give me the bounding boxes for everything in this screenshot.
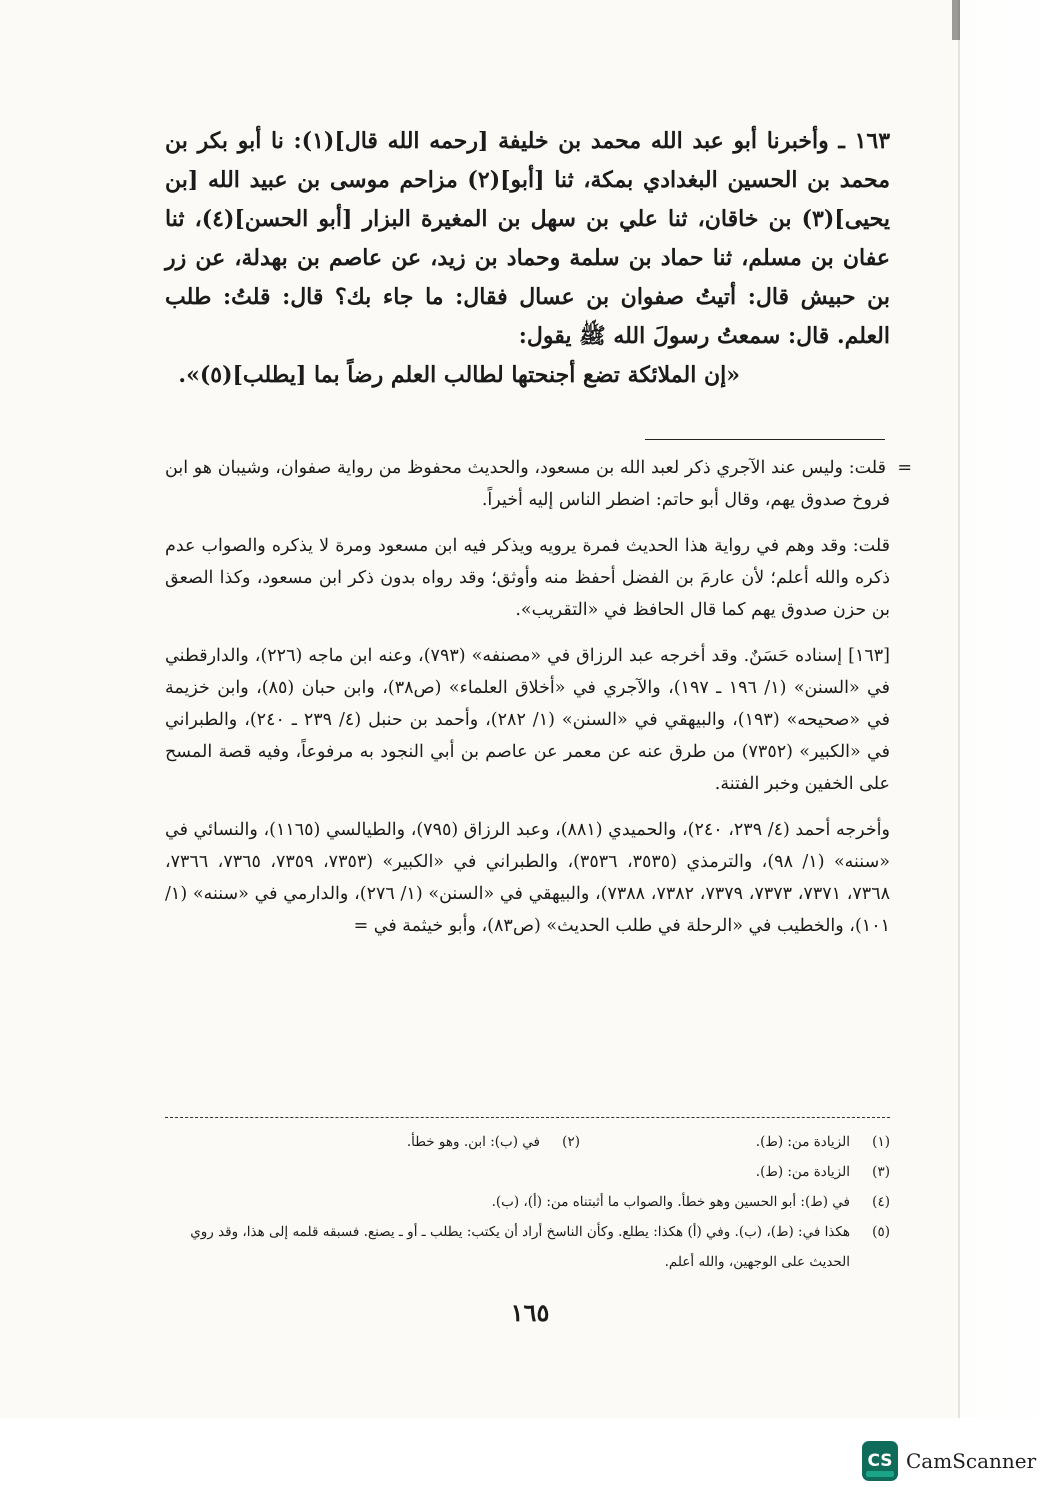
notes-block [165,452,912,956]
hadith-quote: «إن الملائكة تضع أجنحتها لطالب العلم رضاً بما [يطلب](٥)». [178,362,740,388]
footnote-row [165,1217,890,1277]
footnote-text: في (ط): أبو الحسين وهو خطأ. والصواب ما أثبتناه من: (أ)، (ب). [491,1194,850,1210]
text-divider [645,439,885,440]
camscanner-name: CamScanner [906,1449,1037,1473]
camscanner-logo-icon: CS [862,1441,898,1481]
footnote-row [165,1127,890,1157]
footnotes [165,1127,890,1277]
footnote-number: (٤) [872,1194,890,1210]
continuation-mark: = [897,458,912,478]
footnote-number: (٣) [872,1164,890,1180]
footnote-text: الزيادة من: (ط). [755,1164,850,1180]
scan-margin [960,0,1058,1418]
page-number: ١٦٥ [510,1298,550,1327]
footnote-number: (٥) [872,1224,890,1240]
footnote-row [165,1157,890,1187]
footnote-number: (١) [872,1134,890,1150]
takhrij-paragraph: وأخرجه أحمد (٤/ ٢٣٩، ٢٤٠)، والحميدي (٨٨١)، وعبد الرزاق (٧٩٥)، والطيالسي (١١٦٥)، والنسائي في «سننه» (١/ ٩٨)، والترمذي (٣٥٣٥، ٣٥٣٦)، والطبراني في «الكبير» (٧٣٥٣، ٧٣٥٩، ٧٣٦٥، ٧٣٦٦، ٧٣٦٨، ٧٣٧١، ٧٣٧٣، ٧٣٧٩، ٧٣٨٢، ٧٣٨٨)، والبيهقي في «السنن» (١/ ٢٧٦)، والدارمي في «سننه» (١/ ١٠١)، والخطيب في «الرحلة في طلب الحديث» (ص٨٣)، وأبو خيثمة في = [165,820,891,936]
footnote-text: الزيادة من: (ط). [755,1134,850,1150]
camscanner-watermark [862,1441,1036,1481]
main-paragraph: ١٦٣ ـ وأخبرنا أبو عبد الله محمد بن خليفة [رحمه الله قال](١): نا أبو بكر بن محمد بن الحسين البغدادي بمكة، ثنا [أبو](٢) مزاحم موسى بن عبيد الله [بن يحيى](٣) بن خاقان، ثنا علي بن سهل بن المغيرة البزار [أبو الحسن](٤)، ثنا عفان بن مسلم، ثنا حماد بن سلمة وحماد بن زيد، عن عاصم بن بهدلة، عن زر بن حبيش قال: أتيتُ صفوان بن عسال فقال: ما جاء بك؟ قال: قلتُ: طلب العلم. قال: سمعتُ رسولَ الله ﷺ يقول: [165,128,891,349]
note-continued [165,452,912,516]
main-text-block [165,122,890,395]
footnote-text: هكذا في: (ط)، (ب). وفي (أ) هكذا: يطلع. وكأن الناسخ أراد أن يكتب: يطلب ـ أو ـ يصنع. فسبقه قلمه إلى هذا، وقد روي الحديث على الوجهين، والله أعلم. [190,1224,850,1270]
note-text: قلت: وليس عند الآجري ذكر لعبد الله بن مسعود، والحديث محفوظ من رواية صفوان، وشيبان هو ابن فروخ صدوق يهم، وقال أبو حاتم: اضطر الناس إليه أخيراً. [165,458,890,510]
takhrij-paragraph: [١٦٣] إسناده حَسَنٌ. وقد أخرجه عبد الرزاق في «مصنفه» (٧٩٣)، وعنه ابن ماجه (٢٢٦)، والدارقطني في «السنن» (١/ ١٩٦ ـ ١٩٧)، والآجري في «أخلاق العلماء» (ص٣٨)، وابن حبان (٨٥)، وابن خزيمة في «صحيحه» (١٩٣)، والبيهقي في «السنن» (١/ ٢٨٢)، وأحمد بن حنبل (٤/ ٢٣٩ ـ ٢٤٠)، والطبراني في «الكبير» (٧٣٥٢) من طرق عنه عن معمر عن عاصم بن أبي النجود به مرفوعاً، وفيه قصة المسح على الخفين وخبر الفتنة. [165,646,891,794]
footnote-number: (٢) [562,1134,580,1150]
note-paragraph: قلت: وقد وهم في رواية هذا الحديث فمرة يرويه ويذكر فيه ابن مسعود ومرة لا يذكره والصواب عدم ذكره والله أعلم؛ لأن عارمَ بن الفضل أحفظ منه وأوثق؛ وقد رواه بدون ذكر ابن مسعود، وكذا الصعق بن حزن صدوق يهم كما قال الحافظ في «التقريب». [165,536,890,620]
footnote-text: في (ب): ابن. وهو خطأ. [406,1134,540,1150]
footnote-separator [165,1117,890,1118]
footnote-row [165,1187,890,1217]
